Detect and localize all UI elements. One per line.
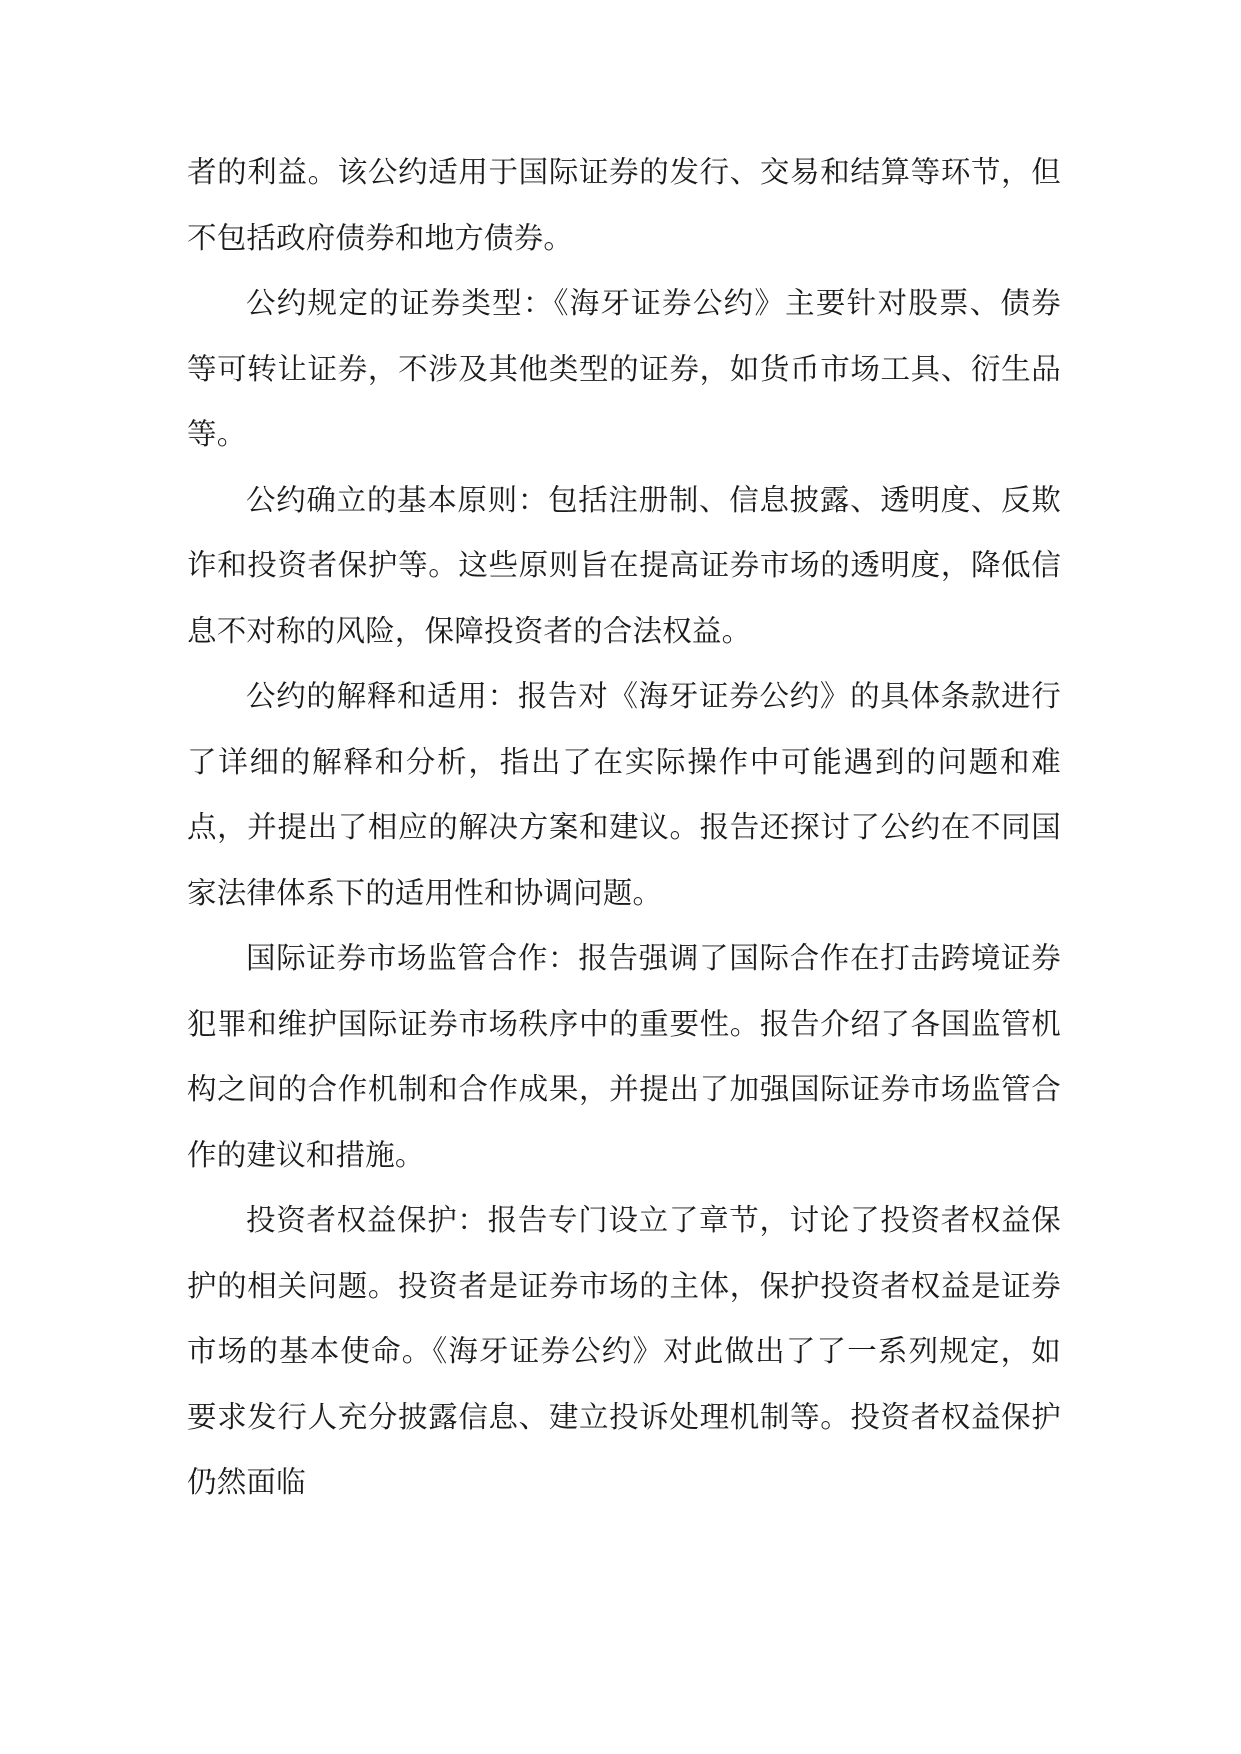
paragraph-regulatory-cooperation: 国际证券市场监管合作：报告强调了国际合作在打击跨境证券犯罪和维护国际证券市场秩序中的重要性。报告介绍了各国监管机构之间的合作机制和合作成果，并提出了加强国际证券市场监管合作的建议和措施。 xyxy=(187,941,1061,1172)
paragraph-investor-protection: 投资者权益保护：报告专门设立了章节，讨论了投资者权益保护的相关问题。投资者是证券市场的主体，保护投资者权益是证券市场的基本使命。《海牙证券公约》对此做出了了一系列规定，如要求发行人充分披露信息、建立投诉处理机制等。投资者权益保护仍然面临 xyxy=(187,1203,1061,1499)
paragraph-basic-principles: 公约确立的基本原则：包括注册制、信息披露、透明度、反欺诈和投资者保护等。这些原则旨在提高证券市场的透明度，降低信息不对称的风险，保障投资者的合法权益。 xyxy=(187,482,1061,648)
paragraph-continuation: 者的利益。该公约适用于国际证券的发行、交易和结算等环节，但不包括政府债券和地方债券。 xyxy=(187,155,1061,255)
document-body xyxy=(187,140,1061,1516)
paragraph-security-types: 公约规定的证券类型：《海牙证券公约》主要针对股票、债券等可转让证券，不涉及其他类型的证券，如货币市场工具、衍生品等。 xyxy=(187,286,1061,451)
paragraph-interpretation: 公约的解释和适用：报告对《海牙证券公约》的具体条款进行了详细的解释和分析，指出了在实际操作中可能遇到的问题和难点，并提出了相应的解决方案和建议。报告还探讨了公约在不同国家法律体系下的适用性和协调问题。 xyxy=(187,679,1061,910)
